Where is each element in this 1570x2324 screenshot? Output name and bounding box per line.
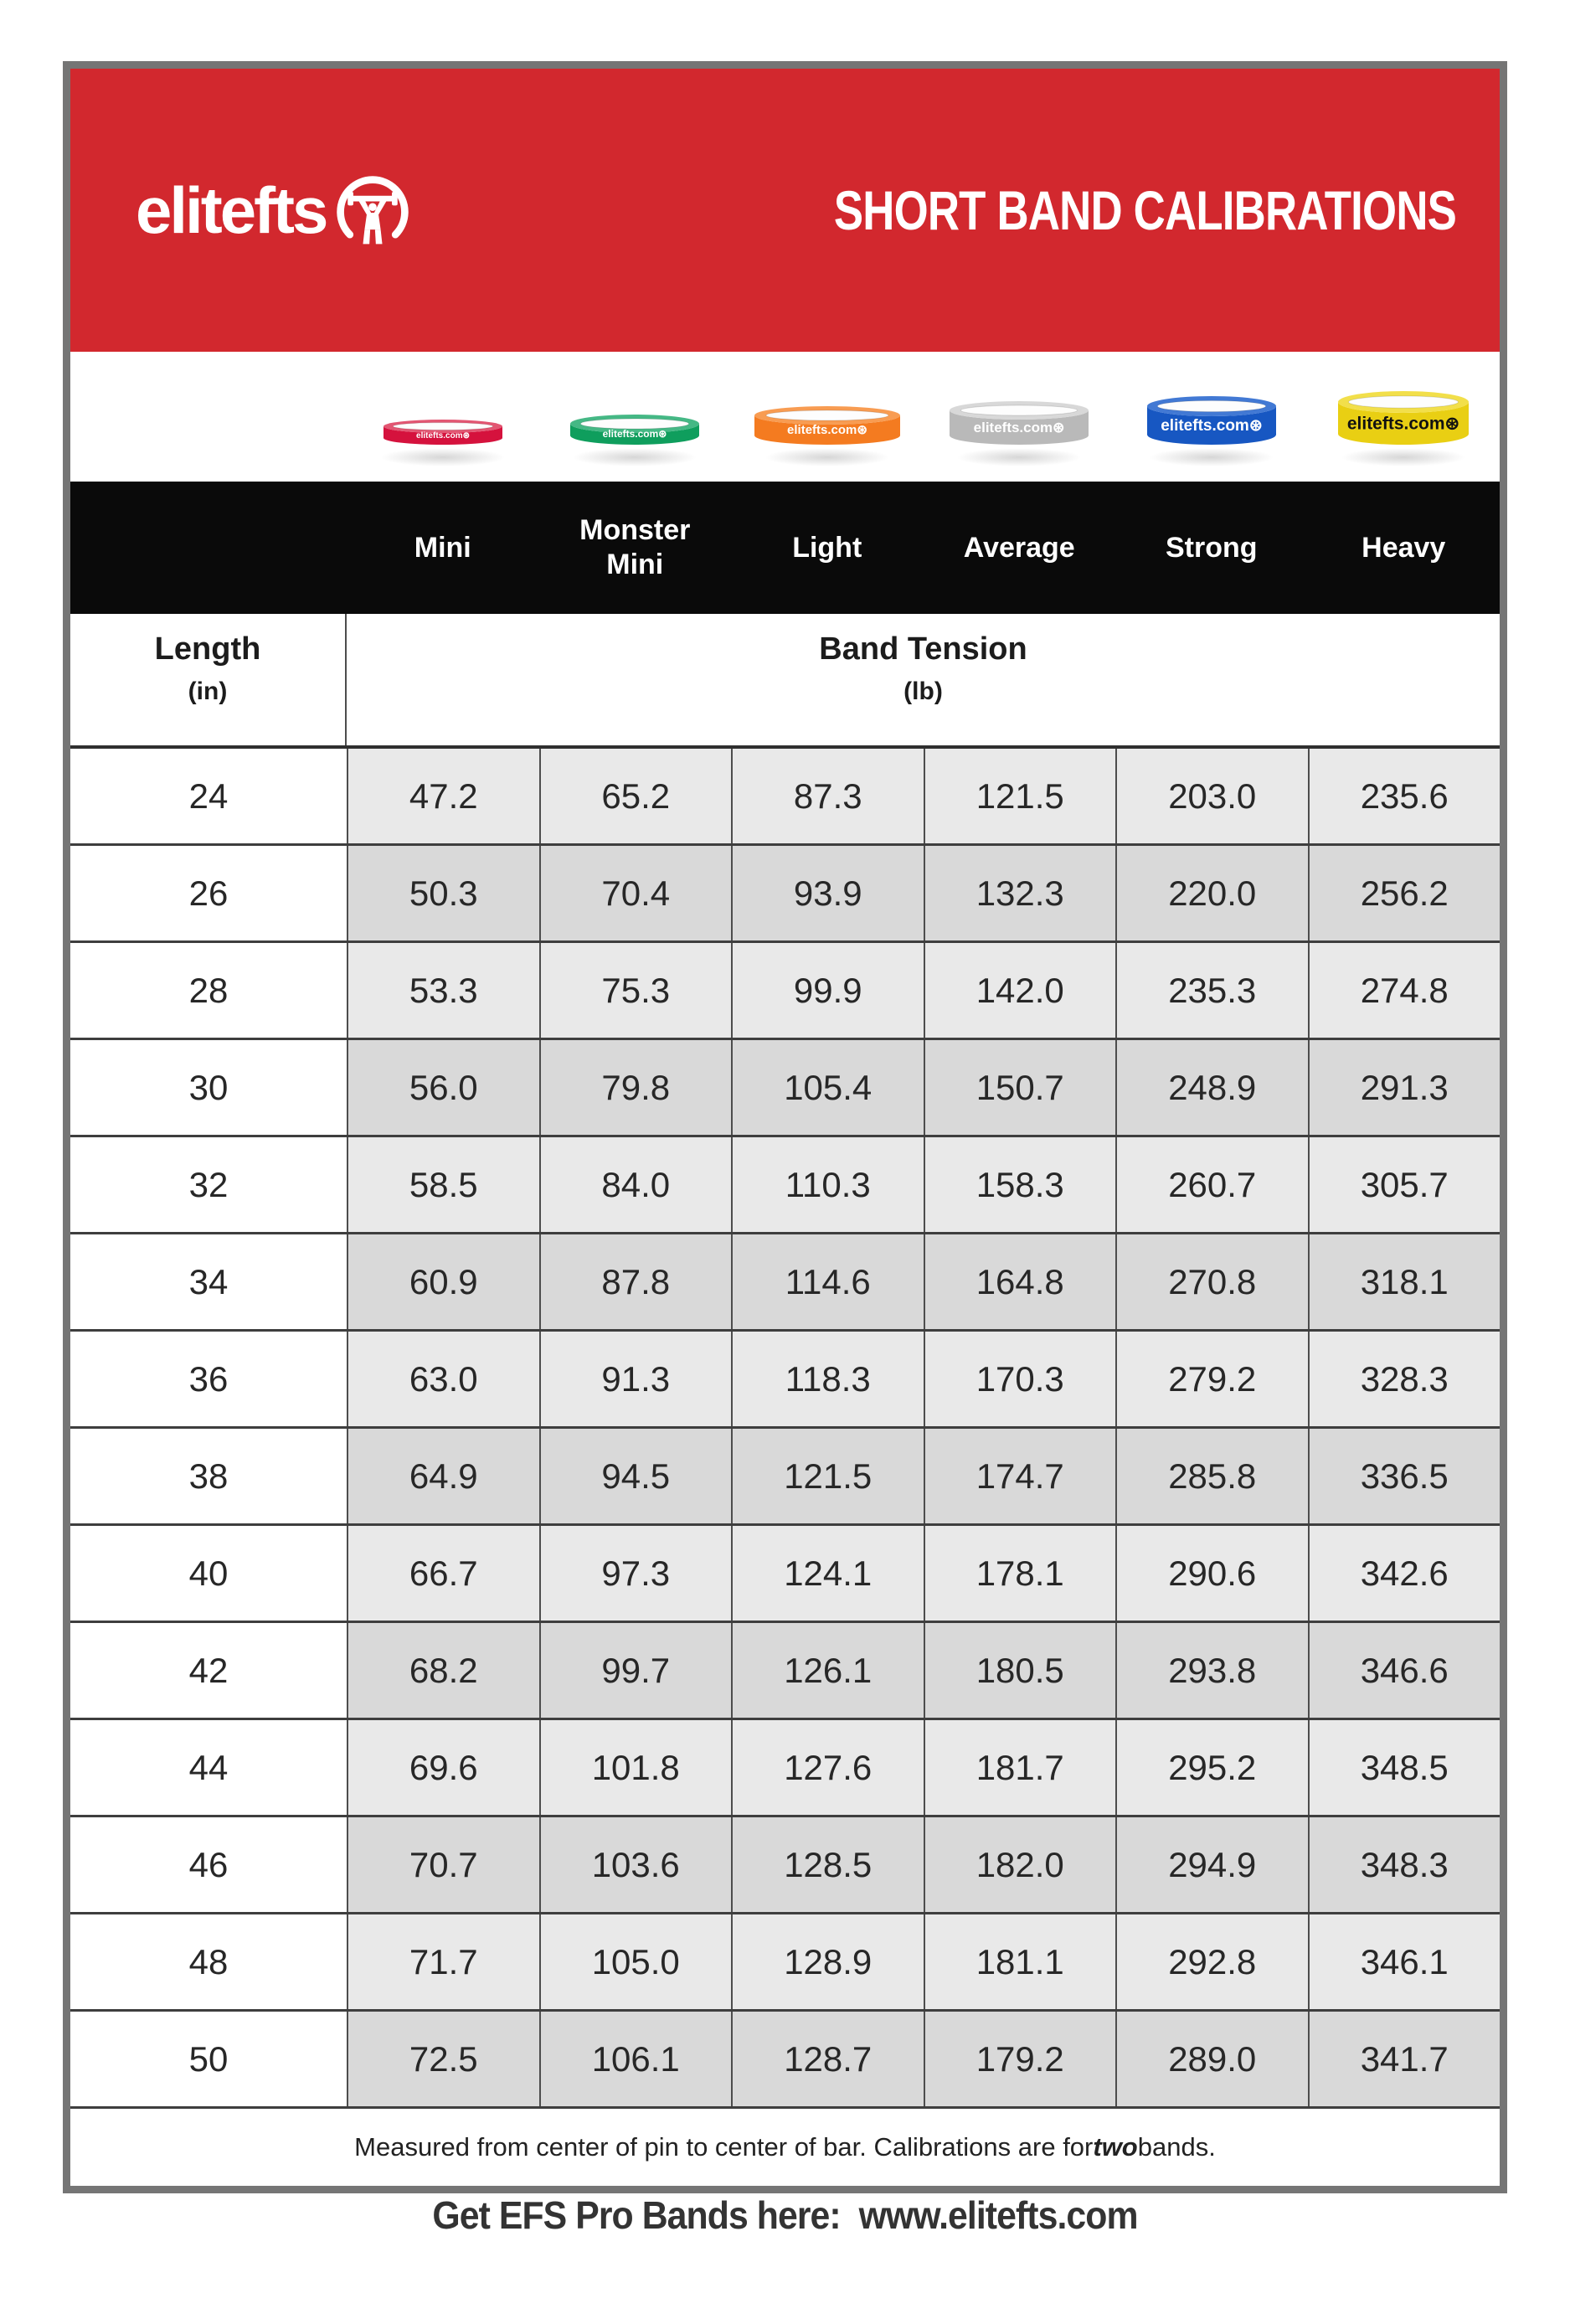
- length-label: Length: [154, 631, 261, 667]
- tension-value-light: 99.9: [731, 943, 924, 1038]
- column-header-strong: [1115, 482, 1308, 614]
- tension-value-monster-mini: 94.5: [539, 1429, 732, 1523]
- band-image-light: [731, 352, 924, 482]
- band-reflection: [1149, 448, 1274, 466]
- tension-value-heavy: 341.7: [1308, 2012, 1501, 2106]
- tension-value-strong: 203.0: [1115, 749, 1308, 843]
- tension-value-light: 87.3: [731, 749, 924, 843]
- table-row: [70, 1815, 1500, 1912]
- table-row: [70, 843, 1500, 940]
- column-header-heavy: [1308, 482, 1501, 614]
- tension-value-average: 174.7: [924, 1429, 1116, 1523]
- tension-value-strong: 294.9: [1115, 1817, 1308, 1912]
- band-images-row: [70, 352, 1500, 482]
- tension-value-strong: 285.8: [1115, 1429, 1308, 1523]
- band-image-average: [924, 352, 1116, 482]
- table-row: [70, 2009, 1500, 2106]
- tension-value-monster-mini: 106.1: [539, 2012, 732, 2106]
- tension-value-heavy: 328.3: [1308, 1332, 1501, 1426]
- table-row: [70, 1912, 1500, 2009]
- band-cylinder-monster-mini: [569, 413, 701, 448]
- footer-note: [70, 2106, 1500, 2186]
- table-row: [70, 1135, 1500, 1232]
- tension-value-light: 121.5: [731, 1429, 924, 1523]
- tension-label: Band Tension: [819, 631, 1027, 667]
- tension-value-strong: 289.0: [1115, 2012, 1308, 2106]
- tension-value-average: 164.8: [924, 1234, 1116, 1329]
- length-value: 36: [70, 1332, 347, 1426]
- svg-text:elitefts.com⊛: elitefts.com⊛: [602, 428, 667, 441]
- tension-value-mini: 56.0: [347, 1040, 539, 1135]
- tension-header-cell: [347, 614, 1500, 745]
- logo-text: elitefts: [136, 173, 327, 247]
- tagline: Get EFS Pro Bands here: www.elitefts.com: [432, 2193, 1138, 2237]
- tension-value-heavy: 346.1: [1308, 1914, 1501, 2009]
- svg-text:elitefts.com⊛: elitefts.com⊛: [415, 430, 470, 441]
- tension-value-heavy: 305.7: [1308, 1137, 1501, 1232]
- tension-value-average: 158.3: [924, 1137, 1116, 1232]
- tension-value-mini: 50.3: [347, 846, 539, 940]
- tension-value-average: 132.3: [924, 846, 1116, 940]
- note-text-2: bands.: [1137, 2132, 1216, 2162]
- band-cylinder-heavy: [1336, 389, 1470, 448]
- tension-value-mini: 72.5: [347, 2012, 539, 2106]
- tension-value-monster-mini: 103.6: [539, 1817, 732, 1912]
- tension-value-heavy: 336.5: [1308, 1429, 1501, 1523]
- calibration-card: [63, 61, 1507, 2193]
- tension-value-light: 105.4: [731, 1040, 924, 1135]
- column-header-label: Strong: [1165, 531, 1258, 564]
- tension-value-light: 110.3: [731, 1137, 924, 1232]
- band-image-strong: [1115, 352, 1308, 482]
- column-header-label: Light: [792, 531, 862, 564]
- table-row: [70, 1621, 1500, 1718]
- tension-value-strong: 292.8: [1115, 1914, 1308, 2009]
- tension-value-monster-mini: 99.7: [539, 1623, 732, 1718]
- tension-value-average: 178.1: [924, 1526, 1116, 1621]
- band-cylinder-average: [948, 399, 1090, 448]
- band-reflection: [1341, 448, 1466, 466]
- band-reflection: [380, 448, 506, 466]
- table-row: [70, 1718, 1500, 1815]
- table-row: [70, 749, 1500, 843]
- table-row: [70, 940, 1500, 1038]
- length-value: 44: [70, 1720, 347, 1815]
- band-cylinder-mini: [382, 418, 504, 448]
- column-header-row: [70, 482, 1500, 614]
- tension-value-monster-mini: 87.8: [539, 1234, 732, 1329]
- tension-value-heavy: 256.2: [1308, 846, 1501, 940]
- table-body: [70, 749, 1500, 2106]
- tension-value-light: 127.6: [731, 1720, 924, 1815]
- column-header-mini: [347, 482, 539, 614]
- tension-value-light: 128.9: [731, 1914, 924, 2009]
- tension-value-mini: 60.9: [347, 1234, 539, 1329]
- tension-value-average: 180.5: [924, 1623, 1116, 1718]
- length-value: 32: [70, 1137, 347, 1232]
- tension-value-average: 170.3: [924, 1332, 1116, 1426]
- tension-value-monster-mini: 75.3: [539, 943, 732, 1038]
- tension-value-light: 126.1: [731, 1623, 924, 1718]
- tension-value-monster-mini: 65.2: [539, 749, 732, 843]
- tension-value-strong: 270.8: [1115, 1234, 1308, 1329]
- header: [70, 69, 1500, 352]
- band-reflection: [572, 448, 697, 466]
- tension-value-strong: 220.0: [1115, 846, 1308, 940]
- tension-value-average: 179.2: [924, 2012, 1116, 2106]
- tension-value-heavy: 274.8: [1308, 943, 1501, 1038]
- column-header-label: Heavy: [1362, 531, 1446, 564]
- tension-value-heavy: 346.6: [1308, 1623, 1501, 1718]
- note-bold-word: two: [1093, 2132, 1138, 2162]
- tension-value-strong: 235.3: [1115, 943, 1308, 1038]
- tension-value-heavy: 235.6: [1308, 749, 1501, 843]
- tension-value-heavy: 342.6: [1308, 1526, 1501, 1621]
- length-value: 34: [70, 1234, 347, 1329]
- band-image-monster-mini: [539, 352, 732, 482]
- length-value: 42: [70, 1623, 347, 1718]
- tension-value-mini: 69.6: [347, 1720, 539, 1815]
- tension-value-strong: 260.7: [1115, 1137, 1308, 1232]
- band-cylinder-strong: [1145, 394, 1278, 448]
- band-image-mini: [347, 352, 539, 482]
- tension-value-monster-mini: 91.3: [539, 1332, 732, 1426]
- band-reflection: [956, 448, 1082, 466]
- tension-value-light: 128.7: [731, 2012, 924, 2106]
- svg-text:elitefts.com⊛: elitefts.com⊛: [973, 419, 1065, 435]
- length-value: 38: [70, 1429, 347, 1523]
- measure-header-row: [70, 614, 1500, 749]
- length-value: 40: [70, 1526, 347, 1621]
- table-row: [70, 1426, 1500, 1523]
- band-cylinder-light: [753, 405, 902, 448]
- tension-value-mini: 70.7: [347, 1817, 539, 1912]
- tension-value-monster-mini: 79.8: [539, 1040, 732, 1135]
- length-unit: (in): [188, 677, 228, 705]
- tension-value-mini: 64.9: [347, 1429, 539, 1523]
- tension-unit: (lb): [903, 677, 943, 705]
- length-value: 28: [70, 943, 347, 1038]
- length-header-cell: [70, 614, 347, 745]
- tension-value-mini: 53.3: [347, 943, 539, 1038]
- column-header-label: Monster Mini: [579, 514, 691, 580]
- tension-value-light: 114.6: [731, 1234, 924, 1329]
- elitefts-logo: [136, 170, 413, 250]
- tension-value-strong: 295.2: [1115, 1720, 1308, 1815]
- tension-value-average: 181.1: [924, 1914, 1116, 2009]
- tension-value-mini: 71.7: [347, 1914, 539, 2009]
- svg-text:elitefts.com⊛: elitefts.com⊛: [786, 423, 867, 438]
- tension-value-monster-mini: 97.3: [539, 1526, 732, 1621]
- column-header-light: [731, 482, 924, 614]
- tension-value-light: 93.9: [731, 846, 924, 940]
- band-image-heavy: [1308, 352, 1501, 482]
- tension-value-average: 182.0: [924, 1817, 1116, 1912]
- tension-value-heavy: 318.1: [1308, 1234, 1501, 1329]
- tension-value-heavy: 348.3: [1308, 1817, 1501, 1912]
- tension-value-monster-mini: 105.0: [539, 1914, 732, 2009]
- tension-value-heavy: 348.5: [1308, 1720, 1501, 1815]
- column-header-average: [924, 482, 1116, 614]
- column-header-monster-mini: [539, 482, 732, 614]
- tension-value-light: 124.1: [731, 1526, 924, 1621]
- tension-value-average: 181.7: [924, 1720, 1116, 1815]
- tension-value-light: 128.5: [731, 1817, 924, 1912]
- tension-value-heavy: 291.3: [1308, 1040, 1501, 1135]
- tension-value-light: 118.3: [731, 1332, 924, 1426]
- tension-value-monster-mini: 70.4: [539, 846, 732, 940]
- band-row-spacer: [70, 352, 347, 482]
- tension-value-strong: 293.8: [1115, 1623, 1308, 1718]
- svg-text:elitefts.com⊛: elitefts.com⊛: [1347, 414, 1460, 434]
- tension-value-average: 150.7: [924, 1040, 1116, 1135]
- length-value: 46: [70, 1817, 347, 1912]
- table-row: [70, 1329, 1500, 1426]
- length-value: 30: [70, 1040, 347, 1135]
- length-value: 50: [70, 2012, 347, 2106]
- length-value: 26: [70, 846, 347, 940]
- tension-value-average: 142.0: [924, 943, 1116, 1038]
- tension-value-mini: 63.0: [347, 1332, 539, 1426]
- svg-text:elitefts.com⊛: elitefts.com⊛: [1160, 417, 1263, 435]
- tension-value-mini: 66.7: [347, 1526, 539, 1621]
- band-reflection: [764, 448, 890, 466]
- page-title: SHORT BAND CALIBRATIONS: [833, 179, 1456, 241]
- table-row: [70, 1038, 1500, 1135]
- tension-value-strong: 290.6: [1115, 1526, 1308, 1621]
- tension-value-mini: 68.2: [347, 1623, 539, 1718]
- column-header-label: Mini: [414, 531, 471, 564]
- tension-value-strong: 248.9: [1115, 1040, 1308, 1135]
- length-value: 48: [70, 1914, 347, 2009]
- tension-value-monster-mini: 101.8: [539, 1720, 732, 1815]
- tension-value-mini: 58.5: [347, 1137, 539, 1232]
- tension-value-strong: 279.2: [1115, 1332, 1308, 1426]
- table-row: [70, 1232, 1500, 1329]
- note-text-1: Measured from center of pin to center of bar. Calibrations are for: [354, 2132, 1094, 2162]
- length-value: 24: [70, 749, 347, 843]
- tension-value-average: 121.5: [924, 749, 1116, 843]
- weightlifter-circle-icon: [332, 172, 413, 252]
- table-row: [70, 1523, 1500, 1621]
- tension-value-mini: 47.2: [347, 749, 539, 843]
- tension-value-monster-mini: 84.0: [539, 1137, 732, 1232]
- column-header-spacer: [70, 482, 347, 614]
- column-header-label: Average: [963, 531, 1075, 564]
